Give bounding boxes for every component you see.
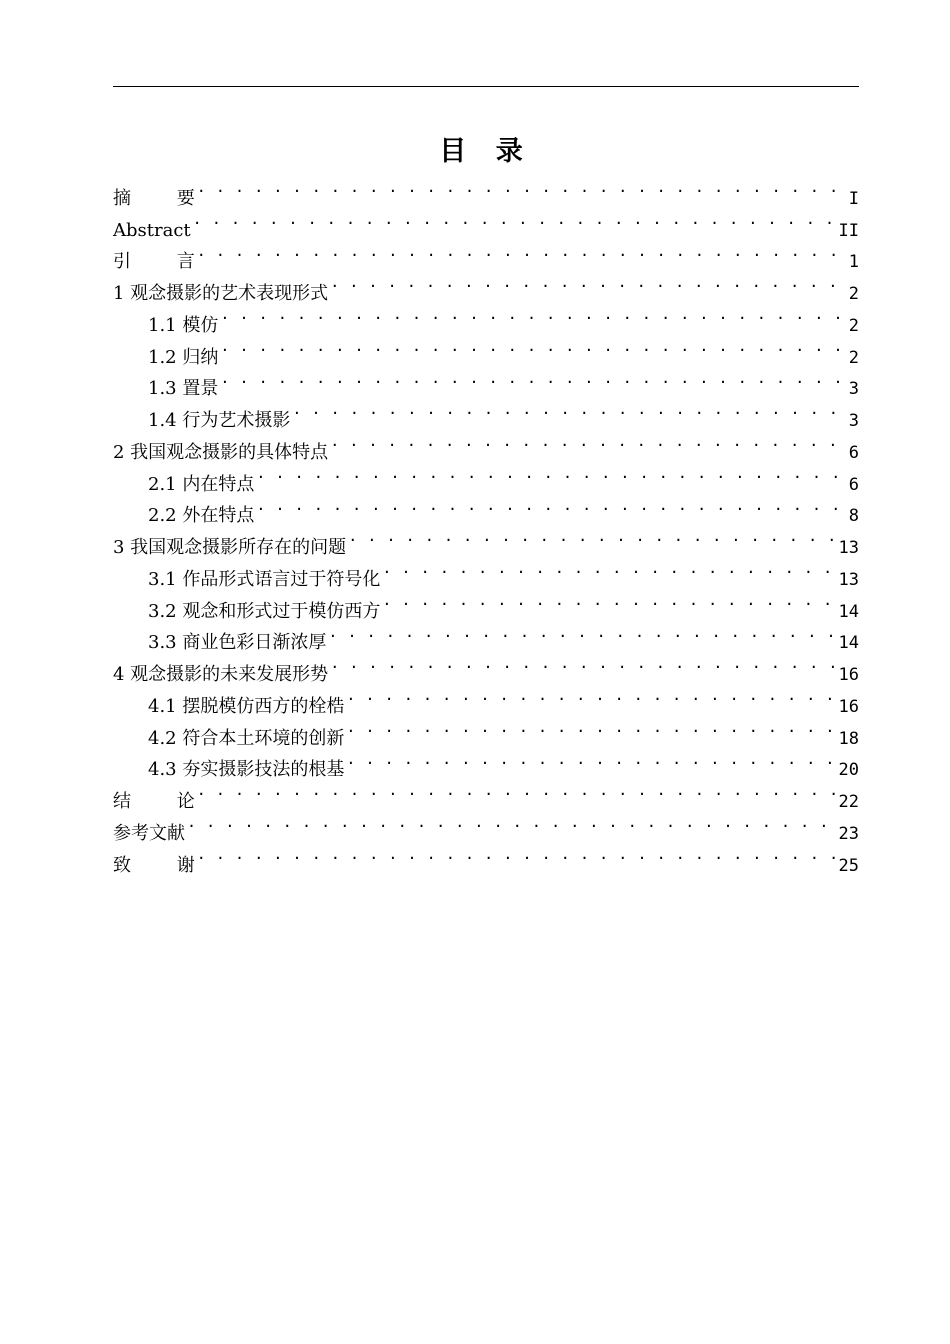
toc-entry-label: 引 言 [113,251,195,273]
dot-leader [382,553,836,585]
toc-entry-page-number: 20 [838,760,859,781]
toc-entry-label: 2 我国观念摄影的具体特点 [113,441,329,463]
toc-entry-page-number: 6 [848,474,859,495]
toc-title: 目 录 [439,136,533,167]
dot-leader [220,363,846,395]
dot-leader [193,204,837,236]
toc-entry-page-number: 23 [838,823,859,844]
toc-entry-label: 1.2 归纳 [148,346,219,368]
toc-entry-page-number: 18 [838,728,859,749]
toc-entry-label: 结 论 [113,791,195,812]
toc-entry-label: 3.1 作品形式语言过于符号化 [148,568,381,590]
toc-entry-label: 3.3 商业色彩日渐浓厚 [148,632,327,654]
dot-leader [187,807,837,839]
toc-entry[interactable] [113,394,859,431]
toc-entry[interactable] [113,267,859,304]
toc-entry-page-number: 13 [838,538,859,558]
dot-leader [382,585,836,617]
dot-leader [330,648,836,680]
toc-entry-label: 2.1 内在特点 [148,473,255,495]
table-of-contents [113,172,859,876]
toc-entry[interactable] [113,775,859,812]
dot-leader [348,521,836,553]
toc-entry[interactable] [113,363,859,400]
toc-entry-page-number: 1 [848,252,859,273]
dot-leader [346,712,836,744]
dot-leader [328,617,836,649]
toc-entry-page-number: 2 [848,284,859,304]
toc-entry[interactable] [113,172,859,209]
toc-entry[interactable] [113,331,859,368]
toc-entry-label: 1.3 置景 [148,378,219,400]
toc-entry-label: 2.2 外在特点 [148,505,255,527]
dot-leader [197,236,847,268]
dot-leader [330,426,847,458]
dot-leader [256,458,846,490]
toc-entry-label: 4.2 符合本土环境的创新 [148,727,345,749]
dot-leader [220,331,846,363]
toc-entry-page-number: 3 [848,411,859,431]
toc-entry[interactable] [113,236,859,273]
toc-entry[interactable] [113,839,859,876]
toc-entry-page-number: 25 [838,855,859,876]
header-rule [113,86,859,87]
dot-leader [256,490,846,522]
toc-entry-page-number: 6 [848,442,859,463]
toc-entry-label: 4.1 摆脱模仿西方的栓梏 [148,695,345,717]
toc-entry-page-number: 16 [838,696,859,717]
dot-leader [346,680,836,712]
toc-entry-label: 1.4 行为艺术摄影 [148,410,291,431]
dot-leader [220,299,846,331]
toc-entry-label: 3 我国观念摄影所存在的问题 [113,537,347,558]
dot-leader [292,394,846,426]
toc-entry[interactable] [113,204,859,241]
dot-leader [197,172,847,204]
toc-entry-page-number: 16 [838,665,859,685]
toc-entry-page-number: 2 [848,315,859,336]
toc-entry-label: 1 观念摄影的艺术表现形式 [113,283,329,304]
toc-entry-label: 3.2 观念和形式过于模仿西方 [148,600,381,622]
toc-entry[interactable] [113,807,859,844]
toc-entry-label: Abstract [113,219,191,241]
toc-entry-page-number: 2 [848,347,859,368]
toc-entry-page-number: 13 [838,569,859,590]
toc-entry-page-number: 3 [848,379,859,400]
toc-entry[interactable] [113,299,859,336]
toc-entry-label: 摘 要 [113,187,195,209]
toc-entry-label: 4 观念摄影的未来发展形势 [113,664,329,685]
toc-entry-page-number: 22 [838,792,859,812]
toc-entry-label: 致 谢 [113,854,195,876]
toc-entry-page-number: 14 [838,601,859,622]
dot-leader [197,839,837,871]
toc-entry-page-number: I [848,188,859,209]
toc-entry-page-number: 8 [848,506,859,527]
toc-entry-label: 参考文献 [113,822,185,844]
dot-leader [197,775,837,807]
toc-entry-page-number: II [838,220,859,241]
dot-leader [330,267,847,299]
toc-entry-label: 4.3 夯实摄影技法的根基 [148,759,345,781]
toc-entry-page-number: 14 [838,633,859,654]
toc-entry-label: 1.1 模仿 [148,314,219,336]
dot-leader [346,744,836,776]
